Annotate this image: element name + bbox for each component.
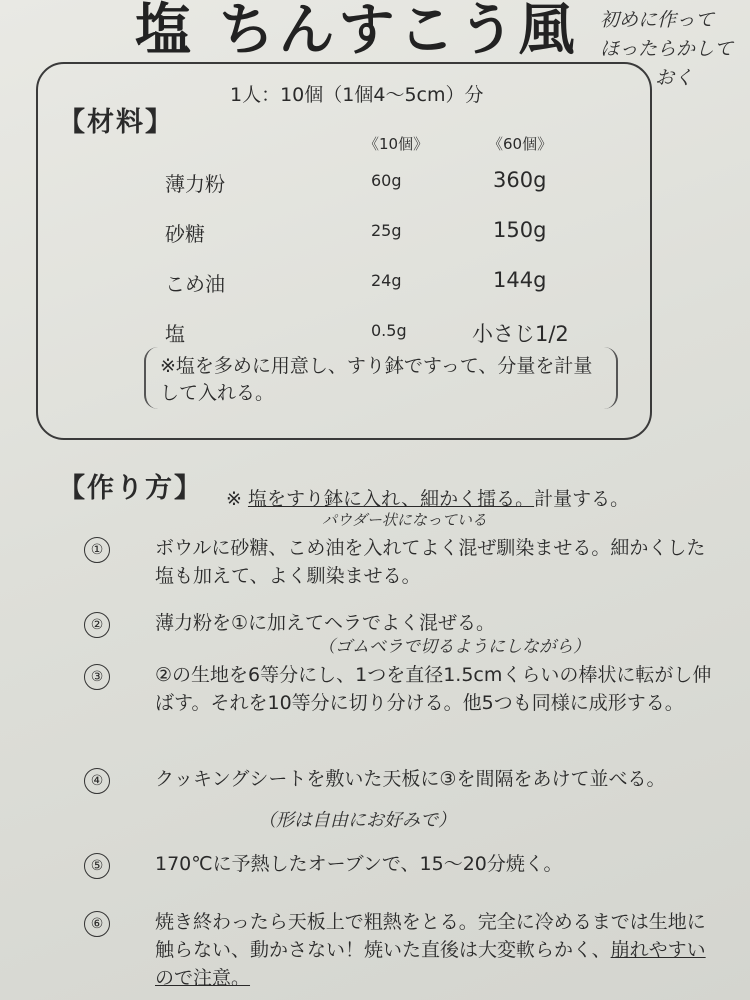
ingredient-row: [0, 318, 750, 348]
handwritten-top-line-3: おく: [655, 67, 694, 89]
step-number: ①: [84, 537, 110, 563]
ingredient-name: 砂糖: [165, 222, 205, 246]
step-text: 170℃に予熱したオーブンで、15〜20分焼く。: [155, 853, 563, 875]
column-header-10: 《10個》: [364, 135, 429, 153]
step-text: ②の生地を6等分にし、1つを直径1.5cmくらいの棒状に転がし伸ばす。それを10等分に切り分ける。他5つも同様に成形する。: [155, 664, 712, 714]
step-text-wrapper: [155, 908, 715, 992]
handwritten-powder-note: パウダー状になっている: [322, 511, 487, 529]
handwritten-top-line-2: ほったらかして: [600, 38, 734, 60]
step-text: クッキングシートを敷いた天板に③を間隔をあけて並べる。: [155, 768, 666, 790]
ingredient-name: こめ油: [165, 272, 225, 296]
handwritten-top-line-1: 初めに作って: [600, 9, 715, 31]
ingredient-row: [0, 218, 750, 248]
salt-note-underlined: 塩をすり鉢に入れ、細かく擂る。: [247, 488, 535, 510]
step-text-underlined: 崩れやすいので注意。: [155, 939, 706, 989]
ingredient-qty-60: 360g: [493, 168, 547, 192]
salt-note: [226, 484, 629, 511]
ingredients-heading: 【材料】: [58, 107, 174, 138]
ingredient-note-box: [144, 347, 618, 409]
ingredient-note: ※塩を多めに用意し、すり鉢ですって、分量を計量して入れる。: [160, 355, 593, 404]
method-heading: 【作り方】: [58, 473, 203, 504]
serving-size: 1人：10個（1個4〜5cm）分: [230, 84, 484, 106]
ingredient-row: [0, 268, 750, 298]
ingredient-name: 塩: [165, 322, 185, 346]
handwritten-step2-note: （ゴムベラで切るようにしながら）: [318, 637, 590, 657]
ingredient-qty-60: 144g: [493, 268, 547, 292]
ingredient-row: [0, 168, 750, 198]
step-number: ③: [84, 664, 110, 690]
ingredient-qty-10: 60g: [371, 171, 402, 190]
ingredient-qty-10: 25g: [371, 221, 402, 240]
ingredient-qty-60: 小さじ1/2: [472, 322, 569, 346]
handwritten-step4-note: （形は自由にお好みで）: [258, 810, 456, 831]
ingredient-qty-10: 0.5g: [371, 321, 407, 340]
salt-note-prefix: ※: [226, 488, 248, 510]
ingredient-name: 薄力粉: [165, 172, 225, 196]
step-number: ②: [84, 612, 110, 638]
column-header-60: 《60個》: [488, 135, 553, 153]
step-text: 薄力粉を①に加えてヘラでよく混ぜる。: [155, 612, 496, 634]
page-title: 塩 ちんすこう風: [135, 0, 579, 63]
ingredient-qty-10: 24g: [371, 271, 402, 290]
step-number: ④: [84, 768, 110, 794]
salt-note-suffix: 計量する。: [534, 488, 630, 510]
step-text: 焼き終わったら天板上で粗熱をとる。完全に冷めるまでは生地に触らない、動かさない！焼いた直後は大変軟らかく、: [155, 911, 706, 961]
ingredient-qty-60: 150g: [493, 218, 547, 242]
step-text: ボウルに砂糖、こめ油を入れてよく混ぜ馴染ませる。細かくした塩も加えて、よく馴染ませる。: [155, 537, 706, 587]
step-number: ⑤: [84, 853, 110, 879]
step-number: ⑥: [84, 911, 110, 937]
